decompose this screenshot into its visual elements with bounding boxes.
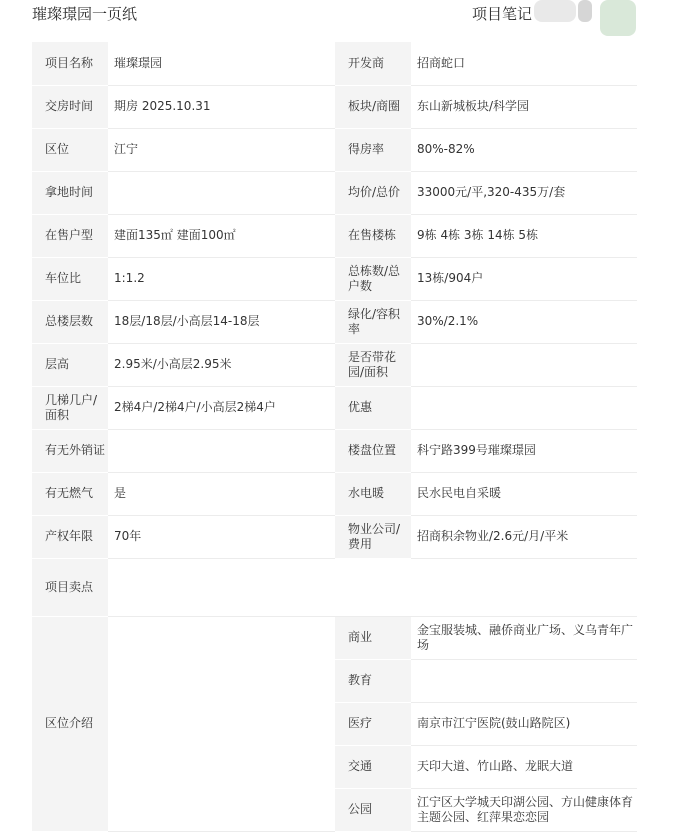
label-property-management: 物业公司/费用 [335, 515, 411, 558]
value-presale-cert [108, 429, 335, 472]
value-developer: 招商蛇口 [411, 42, 637, 85]
label-commerce: 商业 [335, 616, 411, 659]
table-row [32, 429, 637, 472]
value-parking-ratio: 1:1.2 [108, 257, 335, 300]
label-medical: 医疗 [335, 702, 411, 745]
label-project-name: 项目名称 [32, 42, 108, 85]
label-parking-ratio: 车位比 [32, 257, 108, 300]
value-property-management: 招商积余物业/2.6元/月/平米 [411, 515, 637, 558]
value-floor-height: 2.95米/小高层2.95米 [108, 343, 335, 386]
page-title: 璀璨璟园一页纸 [32, 5, 138, 23]
label-transport: 交通 [335, 745, 411, 788]
value-commerce: 金宝服装城、融侨商业广场、义乌青年广场 [411, 616, 637, 659]
table-row [32, 257, 637, 300]
table-row [32, 214, 637, 257]
label-delivery-time: 交房时间 [32, 85, 108, 128]
table-row [32, 85, 637, 128]
value-medical: 南京市江宁医院(鼓山路院区) [411, 702, 637, 745]
label-parks: 公园 [335, 788, 411, 831]
table-row [32, 472, 637, 515]
label-utilities: 水电暖 [335, 472, 411, 515]
label-price: 均价/总价 [335, 171, 411, 214]
label-location: 楼盘位置 [335, 429, 411, 472]
value-utilities: 民水民电自采暖 [411, 472, 637, 515]
label-education: 教育 [335, 659, 411, 702]
value-location: 科宁路399号璀璨璟园 [411, 429, 637, 472]
value-floors: 18层/18层/小高层14-18层 [108, 300, 335, 343]
project-info-table [32, 42, 637, 832]
table-row [32, 343, 637, 386]
value-delivery-time: 期房 2025.10.31 [108, 85, 335, 128]
notes-label: 项目笔记 [472, 5, 533, 23]
value-selling-points [108, 558, 637, 616]
blurred-region [578, 0, 592, 22]
label-developer: 开发商 [335, 42, 411, 85]
blurred-region [600, 0, 636, 36]
table-row [32, 515, 637, 558]
value-gas: 是 [108, 472, 335, 515]
value-efficiency: 80%-82% [411, 128, 637, 171]
value-discount [411, 386, 637, 429]
value-total-buildings: 13栋/904户 [411, 257, 637, 300]
table-row [32, 558, 637, 616]
table-row [32, 42, 637, 85]
value-buildings-on-sale: 9栋 4栋 3栋 14栋 5栋 [411, 214, 637, 257]
label-property-term: 产权年限 [32, 515, 108, 558]
value-garden [411, 343, 637, 386]
label-total-buildings: 总栋数/总户数 [335, 257, 411, 300]
label-area: 区位 [32, 128, 108, 171]
label-presale-cert: 有无外销证 [32, 429, 108, 472]
value-project-name: 璀璨璟园 [108, 42, 335, 85]
value-location-intro [108, 616, 335, 831]
page-header [0, 0, 688, 26]
label-garden: 是否带花园/面积 [335, 343, 411, 386]
label-floor-height: 层高 [32, 343, 108, 386]
value-unit-types: 建面135㎡ 建面100㎡ [108, 214, 335, 257]
blurred-region [534, 0, 576, 22]
label-floors: 总楼层数 [32, 300, 108, 343]
table-row [32, 300, 637, 343]
label-gas: 有无燃气 [32, 472, 108, 515]
value-elevators: 2梯4户/2梯4户/小高层2梯4户 [108, 386, 335, 429]
table-row [32, 616, 637, 659]
table-row [32, 386, 637, 429]
value-green-ratio: 30%/2.1% [411, 300, 637, 343]
label-location-intro: 区位介绍 [32, 616, 108, 831]
table-row [32, 128, 637, 171]
table-row [32, 171, 637, 214]
value-transport: 天印大道、竹山路、龙眠大道 [411, 745, 637, 788]
value-education [411, 659, 637, 702]
label-discount: 优惠 [335, 386, 411, 429]
label-efficiency: 得房率 [335, 128, 411, 171]
value-property-term: 70年 [108, 515, 335, 558]
value-parks: 江宁区大学城天印湖公园、方山健康体育主题公园、红萍果恋恋园 [411, 788, 637, 831]
value-price: 33000元/平,320-435万/套 [411, 171, 637, 214]
label-elevators: 几梯几户/面积 [32, 386, 108, 429]
value-area: 江宁 [108, 128, 335, 171]
label-buildings-on-sale: 在售楼栋 [335, 214, 411, 257]
label-district: 板块/商圈 [335, 85, 411, 128]
label-land-time: 拿地时间 [32, 171, 108, 214]
label-selling-points: 项目卖点 [32, 558, 108, 616]
label-green-ratio: 绿化/容积率 [335, 300, 411, 343]
label-unit-types: 在售户型 [32, 214, 108, 257]
value-land-time [108, 171, 335, 214]
value-district: 东山新城板块/科学园 [411, 85, 637, 128]
